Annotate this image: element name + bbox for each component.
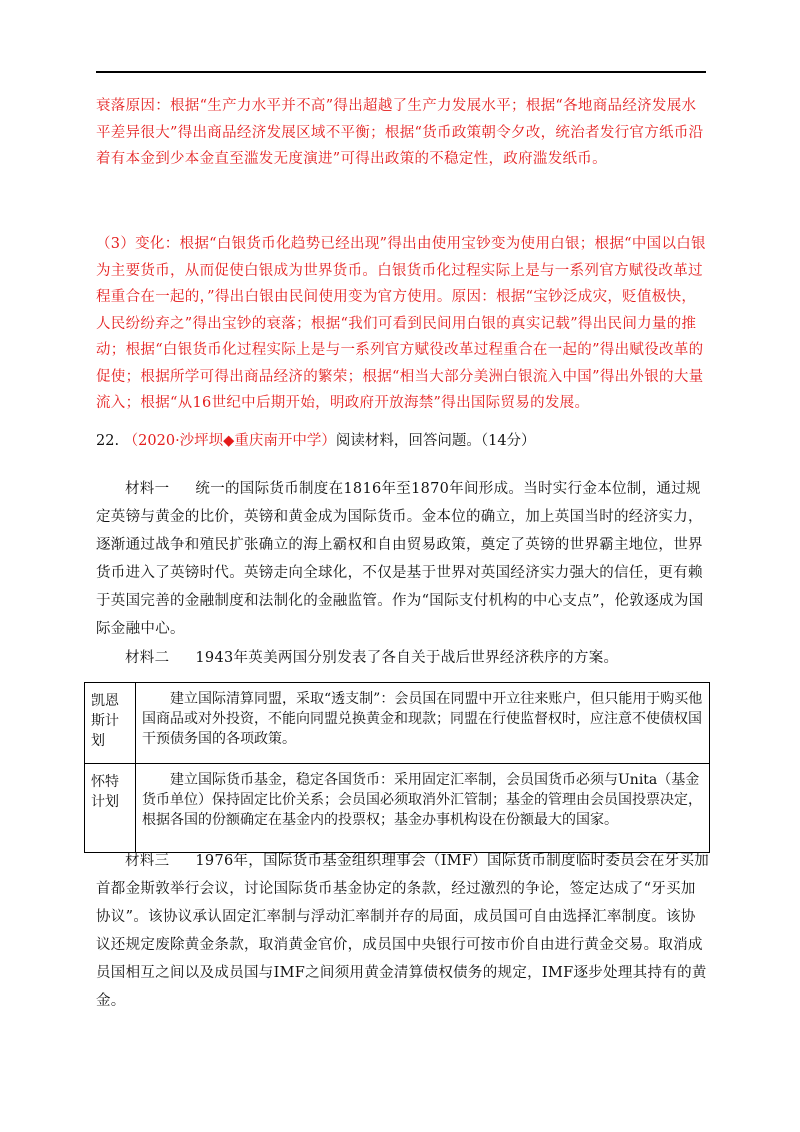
question-header bbox=[96, 431, 536, 451]
table-row bbox=[85, 764, 710, 853]
answer-change-paragraph: （3）变化：根据“白银货币化趋势已经出现”得出由使用宝钞变为使用白银；根据“中国以白银为主要货币，从而促使白银成为世界货币。白银货币化过程实际上是与一系列官方赋役改革过程重合在一起的，”得出白银由民间使用变为官方使用。原因：根据“宝钞泛成灾，贬值极快，人民纷纷弃之”得出宝钞的衰落；根据“我们可看到民间用白银的真实记载”得出民间力量的推动；根据“白银货币化过程实际上是与一系列官方赋役改革过程重合在一起的”得出赋役改革的促使；根据所学可得出商品经济的繁荣；根据“相当大部分美洲白银流入中国”得出外银的大量流入；根据“从16世纪中后期开始，明政府开放海禁”得出国际贸易的发展。 bbox=[96, 236, 706, 411]
material-three-label: 材料三 bbox=[125, 853, 170, 869]
question-source: （2020·沙坪坝◆重庆南开中学） bbox=[123, 433, 336, 449]
table-row bbox=[85, 683, 710, 764]
material-two bbox=[96, 645, 708, 672]
plans-table bbox=[84, 682, 710, 853]
plan-text-white: 建立国际货币基金，稳定各国货币：采用固定汇率制，会员国货币必须与Unita（基金货币单位）保持固定比价关系；会员国必须取消外汇管制；基金的管理由会员国投票决定，根据各国的份额确定在基金内的投票权；基金办事机构设在份额最大的国家。 bbox=[136, 764, 710, 853]
material-three bbox=[96, 847, 710, 1015]
question-number: 22. bbox=[96, 433, 120, 449]
material-two-text: 1943年英美两国分别发表了各自关于战后世界经济秩序的方案。 bbox=[195, 650, 619, 666]
answer-decline-paragraph: 衰落原因：根据“生产力水平并不高”得出超越了生产力发展水平；根据“各地商品经济发展水平差异很大”得出商品经济发展区域不平衡；根据“货币政策朝令夕改，统治者发行官方纸币沿着有本金到少本金直至滥发无度演进”可得出政策的不稳定性，政府滥发纸币。 bbox=[96, 98, 704, 167]
plan-text-keynes: 建立国际清算同盟，采取“透支制”：会员国在同盟中开立往来账户，但只能用于购买他国商品或对外投资，不能向同盟兑换黄金和现款；同盟在行使监督权时，应注意不使债权国干预债务国的各项政策。 bbox=[136, 683, 710, 764]
material-three-text: 1976年，国际货币基金组织理事会（IMF）国际货币制度临时委员会在牙买加首都金斯敦举行会议，讨论国际货币基金协定的条款，经过激烈的争论，签定达成了“牙买加协议”。该协议承认固定汇率制与浮动汇率制并存的局面，成员国可自由选择汇率制度。该协议还规定废除黄金条款，取消黄金官价，成员国中央银行可按市价自由进行黄金交易。取消成员国相互之间以及成员国与IMF之间须用黄金清算债权债务的规定，IMF逐步处理其持有的黄金。 bbox=[96, 853, 710, 1009]
material-one-text: 统一的国际货币制度在1816年至1870年间形成。当时实行金本位制，通过规定英镑与黄金的比价，英镑和黄金成为国际货币。金本位的确立，加上英国当时的经济实力，逐渐通过战争和殖民扩张确立的海上霸权和自由贸易政策，奠定了英镑的世界霸主地位，世界货币进入了英镑时代。英镑走向全球化，不仅是基于世界对英国经济实力强大的信任，更有赖于英国完善的金融制度和法制化的金融监管。作为“国际支付机构的中心支点”，伦敦逐成为国际金融中心。 bbox=[96, 481, 704, 637]
material-one-label: 材料一 bbox=[125, 481, 170, 497]
material-one bbox=[96, 475, 708, 643]
plan-name-white: 怀特计划 bbox=[85, 764, 136, 853]
material-two-label: 材料二 bbox=[125, 650, 170, 666]
plan-name-keynes: 凯恩斯计划 bbox=[85, 683, 136, 764]
question-prompt: 阅读材料，回答问题。（14分） bbox=[335, 433, 536, 449]
header-rule bbox=[96, 71, 706, 73]
